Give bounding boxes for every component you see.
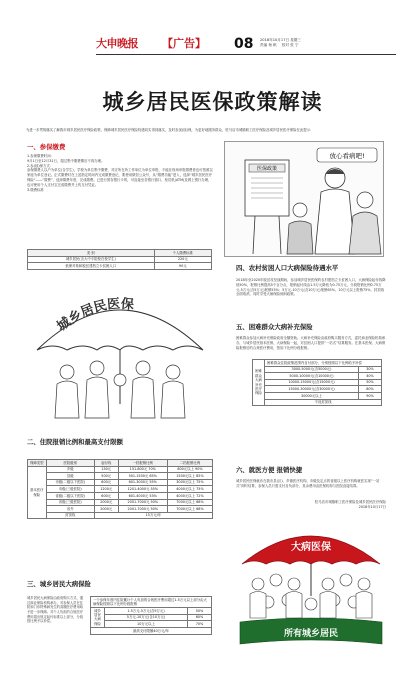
- footer-date: 2018年10月17日: [358, 504, 386, 509]
- table-cell: 50%: [359, 379, 382, 386]
- supplement-table: [252, 359, 382, 406]
- crowd-umbrella-illustration: [236, 518, 386, 648]
- speech-bubble: 放心看病吧!: [329, 152, 365, 160]
- table-row: [253, 399, 382, 406]
- banner-text: 所有城乡居民: [283, 629, 339, 639]
- table-cell: 3000-5000元(含5000元): [265, 366, 359, 373]
- table-header: 类 别: [28, 250, 155, 257]
- table-cell: 70%: [187, 621, 211, 628]
- poster-title: 医保政策: [256, 166, 278, 172]
- table-cell: 220元: [154, 256, 211, 263]
- page-number: 08: [234, 36, 254, 52]
- page-title: 城乡居民医保政策解读: [102, 90, 323, 114]
- table-cell: 15000-30000元(含30000元): [265, 386, 359, 393]
- s1-line: 参保缴费人以户为单位(含学生)，学校为单位集中缴费，对应所在所工作单位为单位申报，不能在现场申报缴费者也可按照以家庭为单位登记。正式缴费时在上述指定时间内完成缴费登记，要使用微信公众号，从“缴费功能”进入，选择“城乡居民医疗保险”——“缴费”，选择缴费年度，完成缴费。已进行预存银行卡的，可直接至各银行窗口、柜员机(ATM)及网上银行办理，也可使用个人支付宝完成缴费并上传支付凭证。: [27, 168, 213, 187]
- table-row: [28, 493, 213, 500]
- section-heading-1: 一、参保缴费: [27, 143, 66, 151]
- section-3-body: 城乡居民大病保险由政府购买方式，通过商业保险机构承办，对参保人员在住院和门诊特殊病发生的高额医疗费用给予进一步保障。对个人负担的合规医疗费用超出规定起付标准以上部分，分段按比例予以补偿。: [27, 596, 84, 624]
- intro-paragraph: 为进一步贯彻落实了解我市城乡居民医疗保险政策，保障城乡居民医疗保险待遇切实得到落实，及时参加(续)保，为更好地服务群众，驻马店市城镇职工医疗保险及城乡居民医疗保险在此提示：: [26, 128, 314, 132]
- staff-editor: 责编 杨 帆: [260, 43, 277, 48]
- reimbursement-table: [27, 459, 213, 519]
- table-cell: 10000-15000元(含15000元): [265, 379, 359, 386]
- table-row: [253, 373, 382, 380]
- table-cell: 151-800元 70%: [118, 466, 167, 473]
- staff-line: [260, 43, 400, 48]
- footer-signature: [236, 500, 386, 510]
- table-cell: 省级(三级医院): [46, 499, 94, 506]
- section-heading-4: 四、农村贫困人口大病保险待遇水平: [236, 264, 339, 272]
- staff-proof: 校对 张 宁: [281, 43, 299, 48]
- section-1-body: [27, 154, 213, 193]
- table-cell: 城乡居民大病保险: [91, 608, 105, 628]
- table-cell: 601-3000元 55%: [118, 479, 167, 486]
- table-cell: 7000元以上 68%: [167, 499, 212, 506]
- umbrella-illustration: [27, 280, 213, 420]
- table-cell: 市级(三级医院): [46, 486, 94, 493]
- table-cell: 基本医疗保险: [28, 466, 47, 519]
- table-row: [28, 466, 213, 473]
- table-row: [253, 366, 382, 373]
- table-cell: 乡级: [46, 466, 94, 473]
- table-cell: 500元: [94, 473, 118, 480]
- section-heading-2: 二、住院报销比例和最高支付限额: [27, 438, 123, 446]
- table-row: [91, 614, 212, 621]
- table-cell: 2001-7000元 50%: [118, 499, 167, 506]
- table-cell: 4000元以上 72%: [167, 493, 212, 500]
- table-row: [28, 506, 213, 513]
- table-cell: 2000元: [94, 506, 118, 513]
- table-cell: 60%: [187, 614, 211, 621]
- issue-date: 2018年10月17日 星期三: [260, 38, 301, 42]
- section-4-body: 2018年至2020年脱贫攻坚战期间，参加城乡居民医保的农村建档立卡贫困人口，大病保险起付线降低50%，报销比例提高5个百分点，报销起付线由1.5万元降低为0.75万元，分段报销比例0.75万元-5万元(含5万元)报销55%；5万元-10万元(含10万元)报销65%，10万元以上报销75%，封顶线全面取消，同时享受大病保险倾斜政策。: [236, 278, 386, 297]
- table-row: [28, 263, 212, 270]
- table-cell: 低保对象和脱贫建档立卡贫困人口: [28, 263, 155, 270]
- section-6-body: 城乡居民医保就诊在我市县(区)、乡镇医疗机构、市级及定点的省级以上医疗机构就医实现“一站式”即时结算，参保人员只需支付自负部分，其余费用由医保机构与医院直接结算。: [236, 479, 380, 488]
- table-cell: 501-1500元 65%: [118, 473, 167, 480]
- table-row: [253, 379, 382, 386]
- section-label: 【广告】: [162, 37, 206, 50]
- newspaper-logo: 大申晚报: [96, 37, 138, 50]
- umbrella-label: 大病医保: [291, 542, 331, 553]
- table-cell: 600元: [94, 479, 118, 486]
- table-row: [91, 608, 212, 615]
- table-cell: 1500元以上 85%: [167, 473, 212, 480]
- table-cell: 县级: [46, 473, 94, 480]
- table-cell: 800元以上 90%: [167, 466, 212, 473]
- table-cell: 4000元以上 75%: [167, 486, 212, 493]
- major-illness-table: [90, 596, 212, 635]
- table-caption: 一个参保年度内住院累计个人负担的合规医疗费用超过1.5万元以上部分由大病保险按照以下比例分段报销: [91, 597, 212, 608]
- table-cell: 80%: [359, 386, 382, 393]
- table-caption: 困难群众住院政策范围内自付部分，分别按照以下比例给予补偿: [265, 360, 382, 367]
- table-header: 个人缴费标准: [154, 250, 211, 257]
- table-row: [28, 512, 213, 519]
- issue-meta: [260, 38, 400, 49]
- table-cell: 10万元以上: [105, 621, 188, 628]
- section-heading-3: 三、城乡居民大病保险: [27, 580, 91, 588]
- table-cell: 省外: [46, 506, 94, 513]
- table-cell: 30%: [359, 366, 382, 373]
- table-header: 二档报销比例: [167, 460, 212, 467]
- masthead-rule: [96, 54, 396, 55]
- table-cell: 15万元/年: [94, 512, 212, 519]
- table-cell: 封顶线: [46, 512, 94, 519]
- table-cell: 市级(二级以下医院): [46, 479, 94, 486]
- crowd-umbrella-drawing: [236, 518, 386, 648]
- table-cell: 3000元以上 75%: [167, 479, 212, 486]
- table-cell: 40%: [359, 373, 382, 380]
- table-cell: 城乡居民(含大中专院校在校学生): [28, 256, 155, 263]
- umbrella-drawing: [27, 280, 213, 420]
- table-cell: 省级(二级以下医院): [46, 493, 94, 500]
- s1-line: 2.参(续)保方式：: [27, 163, 54, 168]
- table-row: [253, 386, 382, 393]
- table-cell: 1.5万元-5万元(含5万元): [105, 608, 188, 615]
- contribution-table: [27, 249, 212, 270]
- doctor-illustration: [224, 141, 384, 257]
- table-row: [28, 479, 213, 486]
- table-cell: 1201-4000元 55%: [118, 486, 167, 493]
- table-row: [28, 256, 212, 263]
- table-cell: 困难群众大病补充医疗保险: [253, 360, 265, 406]
- table-cell: 7000元以上 68%: [167, 506, 212, 513]
- table-row: [91, 621, 212, 628]
- table-header: 起付线: [94, 460, 118, 467]
- table-row: [28, 499, 213, 506]
- table-cell: 最高支付限额40万元/年: [91, 627, 212, 634]
- table-cell: 150元: [94, 466, 118, 473]
- footer-org: 驻马店市城镇职工医疗保险及城乡居民医疗保险: [314, 500, 386, 504]
- section-5-body: 困难群众参加大病补充保险政府全额资助。大病补充保险由政府购买服务方式，委托商业保险机构承办，与城乡居民基本医保、大病保险一起，对贫困人口提供“一站式”结算服务。在基本医保、大病保险报销后的合规医疗费用，按如下比例分段报销。: [236, 336, 386, 350]
- table-header: 一档报销比例: [118, 460, 167, 467]
- table-cell: 90%: [359, 393, 382, 400]
- table-cell: 1200元: [94, 486, 118, 493]
- s1-line: 9月1日至12月31日，超过集中缴费期后不再办理。: [27, 158, 105, 163]
- doctor-drawing: [225, 142, 385, 258]
- table-cell: 90元: [154, 263, 211, 270]
- table-row: [253, 393, 382, 400]
- table-cell: 601-4000元 53%: [118, 493, 167, 500]
- umbrella-arc-text: 城乡居民医保: [54, 296, 135, 335]
- table-row: [28, 486, 213, 493]
- table-cell: 2001-7000元 50%: [118, 506, 167, 513]
- table-row: [28, 473, 213, 480]
- table-header: 保障类型: [28, 460, 47, 467]
- masthead: [96, 33, 396, 57]
- table-row: [91, 627, 212, 634]
- table-cell: 50%: [187, 608, 211, 615]
- table-cell: 5000-10000元(含10000元): [265, 373, 359, 380]
- table-cell: 2000元: [94, 499, 118, 506]
- table-cell: 30000元以上: [265, 393, 359, 400]
- table-header: 医院级别: [46, 460, 94, 467]
- s1-line: 1.参保缴费时间：: [27, 154, 54, 158]
- s1-line: 3.缴费标准: [27, 187, 44, 192]
- section-heading-6: 六、就医方便 报销快捷: [236, 466, 303, 474]
- table-cell: 5万元-10万元(含10万元): [105, 614, 188, 621]
- section-heading-5: 五、困难群众大病补充保险: [236, 323, 313, 331]
- table-cell: 600元: [94, 493, 118, 500]
- table-cell: 不设封顶线: [265, 399, 382, 406]
